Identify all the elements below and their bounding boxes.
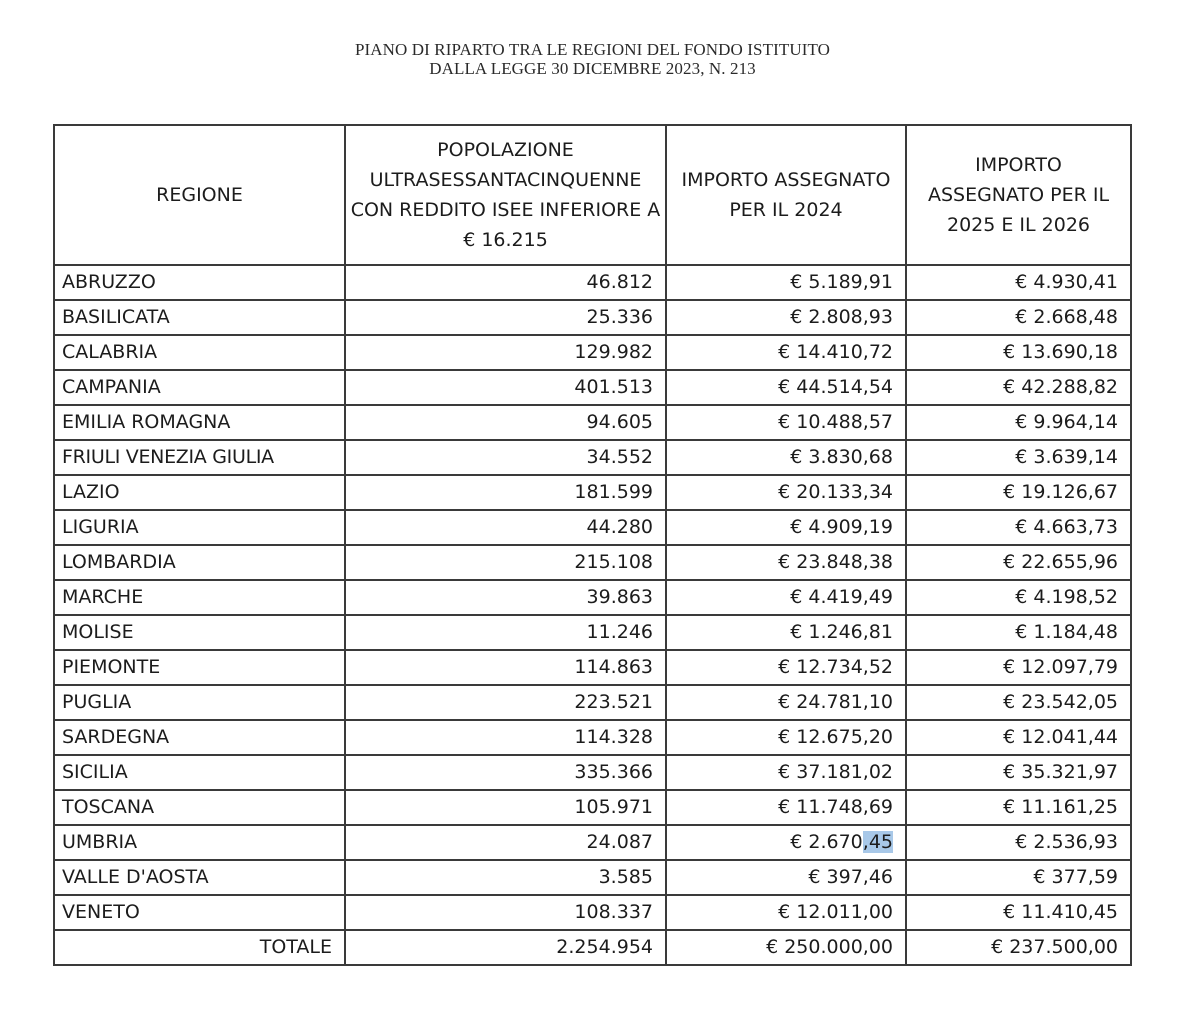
title-line-2: DALLA LEGGE 30 DICEMBRE 2023, N. 213 bbox=[429, 59, 756, 78]
cell-importo-2025-2026: € 12.041,44 bbox=[906, 720, 1131, 755]
table-row bbox=[54, 510, 1131, 545]
cell-popolazione: 94.605 bbox=[345, 405, 666, 440]
table-row bbox=[54, 685, 1131, 720]
cell-regione: TOSCANA bbox=[54, 790, 345, 825]
table-row bbox=[54, 580, 1131, 615]
table-row bbox=[54, 440, 1131, 475]
cell-popolazione: 105.971 bbox=[345, 790, 666, 825]
table-row bbox=[54, 370, 1131, 405]
cell-regione: FRIULI VENEZIA GIULIA bbox=[54, 440, 345, 475]
cell-importo-2025-2026: € 4.198,52 bbox=[906, 580, 1131, 615]
cell-popolazione: 215.108 bbox=[345, 545, 666, 580]
cell-regione: LAZIO bbox=[54, 475, 345, 510]
cell-regione: VENETO bbox=[54, 895, 345, 930]
cell-regione: CALABRIA bbox=[54, 335, 345, 370]
totals-importo-2025-2026: € 237.500,00 bbox=[906, 930, 1131, 965]
header-regione: REGIONE bbox=[54, 125, 345, 265]
cell-importo-2024: € 20.133,34 bbox=[666, 475, 906, 510]
table-row bbox=[54, 300, 1131, 335]
cell-popolazione: 39.863 bbox=[345, 580, 666, 615]
cell-regione: BASILICATA bbox=[54, 300, 345, 335]
cell-regione: MOLISE bbox=[54, 615, 345, 650]
cell-importo-2024: € 12.734,52 bbox=[666, 650, 906, 685]
cell-popolazione: 223.521 bbox=[345, 685, 666, 720]
cell-importo-2025-2026: € 4.930,41 bbox=[906, 265, 1131, 300]
cell-popolazione: 181.599 bbox=[345, 475, 666, 510]
cell-regione: PUGLIA bbox=[54, 685, 345, 720]
table-row bbox=[54, 860, 1131, 895]
totals-importo-2024: € 250.000,00 bbox=[666, 930, 906, 965]
cell-importo-2024: € 14.410,72 bbox=[666, 335, 906, 370]
cell-regione: VALLE D'AOSTA bbox=[54, 860, 345, 895]
cell-importo-2024: € 23.848,38 bbox=[666, 545, 906, 580]
cell-importo-2025-2026: € 19.126,67 bbox=[906, 475, 1131, 510]
table-row bbox=[54, 265, 1131, 300]
header-importo-2024: IMPORTO ASSEGNATO PER IL 2024 bbox=[666, 125, 906, 265]
cell-regione: ABRUZZO bbox=[54, 265, 345, 300]
cell-importo-2024: € 24.781,10 bbox=[666, 685, 906, 720]
cell-regione: PIEMONTE bbox=[54, 650, 345, 685]
table-row bbox=[54, 895, 1131, 930]
cell-importo-2024: € 37.181,02 bbox=[666, 755, 906, 790]
cell-regione: SARDEGNA bbox=[54, 720, 345, 755]
cell-popolazione: 34.552 bbox=[345, 440, 666, 475]
cell-importo-2024: € 12.011,00 bbox=[666, 895, 906, 930]
cell-importo-2025-2026: € 42.288,82 bbox=[906, 370, 1131, 405]
totals-row bbox=[54, 930, 1131, 965]
cell-importo-2024: € 1.246,81 bbox=[666, 615, 906, 650]
cell-popolazione: 24.087 bbox=[345, 825, 666, 860]
cell-importo-2024: € 397,46 bbox=[666, 860, 906, 895]
cell-importo-2025-2026: € 12.097,79 bbox=[906, 650, 1131, 685]
cell-popolazione: 114.328 bbox=[345, 720, 666, 755]
cell-importo-2024[interactable] bbox=[666, 825, 906, 860]
cell-popolazione: 129.982 bbox=[345, 335, 666, 370]
table-row bbox=[54, 720, 1131, 755]
cell-regione: MARCHE bbox=[54, 580, 345, 615]
cell-popolazione: 335.366 bbox=[345, 755, 666, 790]
cell-popolazione: 3.585 bbox=[345, 860, 666, 895]
cell-regione: LOMBARDIA bbox=[54, 545, 345, 580]
cell-importo-2025-2026: € 2.536,93 bbox=[906, 825, 1131, 860]
totals-label: TOTALE bbox=[54, 930, 345, 965]
table-row bbox=[54, 335, 1131, 370]
cell-popolazione: 11.246 bbox=[345, 615, 666, 650]
cell-importo-2024: € 11.748,69 bbox=[666, 790, 906, 825]
cell-importo-2024: € 3.830,68 bbox=[666, 440, 906, 475]
cell-importo-2025-2026: € 11.161,25 bbox=[906, 790, 1131, 825]
allocation-table bbox=[53, 124, 1132, 966]
cell-importo-2025-2026: € 22.655,96 bbox=[906, 545, 1131, 580]
title-line-1: PIANO DI RIPARTO TRA LE REGIONI DEL FONDO ISTITUITO bbox=[354, 40, 831, 59]
cell-popolazione: 46.812 bbox=[345, 265, 666, 300]
cell-importo-2025-2026: € 2.668,48 bbox=[906, 300, 1131, 335]
header-importo-2025-2026: IMPORTO ASSEGNATO PER IL 2025 E IL 2026 bbox=[906, 125, 1131, 265]
cell-popolazione: 25.336 bbox=[345, 300, 666, 335]
table-row bbox=[54, 405, 1131, 440]
cell-importo-2024: € 4.909,19 bbox=[666, 510, 906, 545]
table-row bbox=[54, 790, 1131, 825]
cell-regione: SICILIA bbox=[54, 755, 345, 790]
cell-importo-2024: € 2.808,93 bbox=[666, 300, 906, 335]
cell-regione: UMBRIA bbox=[54, 825, 345, 860]
cell-importo-2024: € 10.488,57 bbox=[666, 405, 906, 440]
table-row bbox=[54, 650, 1131, 685]
totals-popolazione: 2.254.954 bbox=[345, 930, 666, 965]
cell-popolazione: 44.280 bbox=[345, 510, 666, 545]
table-row bbox=[54, 545, 1131, 580]
cell-importo-2025-2026: € 1.184,48 bbox=[906, 615, 1131, 650]
cell-importo-2025-2026: € 35.321,97 bbox=[906, 755, 1131, 790]
cell-importo-2024: € 12.675,20 bbox=[666, 720, 906, 755]
cell-importo-2024: € 4.419,49 bbox=[666, 580, 906, 615]
cell-importo-2025-2026: € 9.964,14 bbox=[906, 405, 1131, 440]
cell-popolazione: 108.337 bbox=[345, 895, 666, 930]
cell-regione: EMILIA ROMAGNA bbox=[54, 405, 345, 440]
table-row bbox=[54, 475, 1131, 510]
document-title bbox=[0, 40, 1185, 78]
cell-importo-2025-2026: € 377,59 bbox=[906, 860, 1131, 895]
cell-popolazione: 401.513 bbox=[345, 370, 666, 405]
cell-importo-2025-2026: € 11.410,45 bbox=[906, 895, 1131, 930]
table-row bbox=[54, 755, 1131, 790]
table-row bbox=[54, 615, 1131, 650]
header-popolazione: POPOLAZIONE ULTRASESSANTACINQUENNE CON REDDITO ISEE INFERIORE A € 16.215 bbox=[345, 125, 666, 265]
table-header-row bbox=[54, 125, 1131, 265]
cell-regione: CAMPANIA bbox=[54, 370, 345, 405]
cell-importo-2025-2026: € 4.663,73 bbox=[906, 510, 1131, 545]
cell-importo-2024: € 5.189,91 bbox=[666, 265, 906, 300]
cell-popolazione: 114.863 bbox=[345, 650, 666, 685]
cell-importo-2025-2026: € 13.690,18 bbox=[906, 335, 1131, 370]
table-row bbox=[54, 825, 1131, 860]
cell-importo-2025-2026: € 23.542,05 bbox=[906, 685, 1131, 720]
cell-importo-2024: € 44.514,54 bbox=[666, 370, 906, 405]
cell-importo-2024-text: € 2.670 bbox=[790, 831, 863, 853]
cell-importo-2025-2026: € 3.639,14 bbox=[906, 440, 1131, 475]
text-selection-highlight[interactable]: ,45 bbox=[862, 831, 893, 853]
cell-regione: LIGURIA bbox=[54, 510, 345, 545]
